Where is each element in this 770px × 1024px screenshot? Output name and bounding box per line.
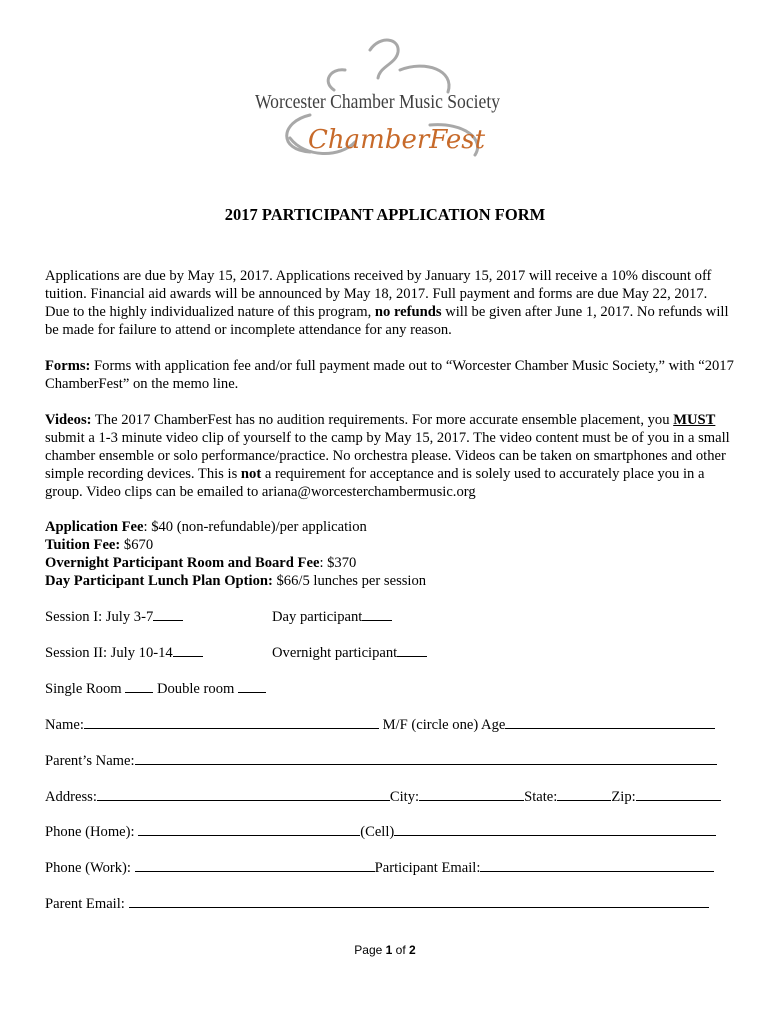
room-board-fee: Overnight Participant Room and Board Fee: $370 <box>45 555 357 571</box>
logo-org-name: Worcester Chamber Music Society <box>255 91 500 113</box>
day-participant-field[interactable]: Day participant <box>272 607 392 626</box>
page-number: Page 1 of 2 <box>354 943 416 957</box>
forms-paragraph: Forms: Forms with application fee and/or full payment made out to “Worcester Chamber Music Society,” with “2017 ChamberFest” on the memo line. <box>45 358 734 392</box>
room-type-field[interactable]: Single Room Double room <box>45 679 266 698</box>
chamberfest-logo <box>250 30 520 165</box>
phone-work-field[interactable]: Phone (Work): Participant Email: <box>45 858 714 877</box>
lunch-plan-fee: Day Participant Lunch Plan Option: $66/5 lunches per session <box>45 573 427 589</box>
address-field[interactable]: Address: City: State: Zip: <box>45 787 721 806</box>
tuition-fee: Tuition Fee: $670 <box>45 537 154 553</box>
session-2-field[interactable]: Session II: July 10-14 <box>45 643 203 662</box>
intro-paragraph: Applications are due by May 15, 2017. Applications received by January 15, 2017 will receive a 10% discount off tuition. Financial aid awards will be announced by May 18, 2017. Full payment and forms are due May 22, 2017. Due to the highly individualized nature of this program, no refunds will be given after June 1, 2017. No refunds will be made for failure to attend or incomplete attendance for any reason. <box>45 268 729 338</box>
page-title: 2017 PARTICIPANT APPLICATION FORM <box>224 205 546 224</box>
fees-list <box>45 518 735 590</box>
name-field[interactable]: Name: M/F (circle one) Age <box>45 715 715 734</box>
phone-home-field[interactable]: Phone (Home): (Cell) <box>45 822 716 841</box>
parent-email-field[interactable]: Parent Email: <box>45 894 709 913</box>
videos-paragraph: Videos: The 2017 ChamberFest has no audition requirements. For more accurate ensemble placement, you MUST submit a 1-3 minute video clip of yourself to the camp by May 15, 2017. The video content must be of you in a small chamber ensemble or solo performance/practice. No orchestra please. Videos can be taken on smartphones and other simple recording devices. This is not a requirement for acceptance and is solely used to accurately place you in a group. Video clips can be emailed to ariana@worcesterchambermusic.org <box>45 412 730 500</box>
logo-event-name: ChamberFest <box>308 125 486 155</box>
session-1-field[interactable]: Session I: July 3-7 <box>45 607 183 626</box>
parent-name-field[interactable]: Parent’s Name: <box>45 751 717 770</box>
application-fee: Application Fee: $40 (non-refundable)/per application <box>45 519 367 535</box>
overnight-participant-field[interactable]: Overnight participant <box>272 643 427 662</box>
